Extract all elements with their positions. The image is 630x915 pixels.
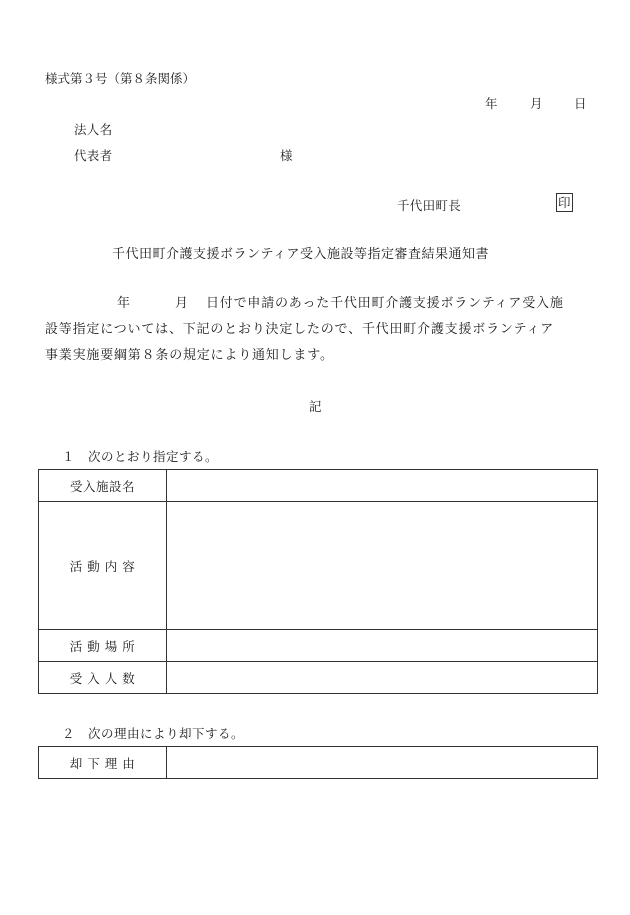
activity-content-value[interactable] bbox=[167, 502, 598, 630]
body-paragraph bbox=[45, 291, 593, 369]
section2-heading: ２ 次の理由により却下する。 bbox=[62, 726, 245, 741]
representative-label: 代表者 bbox=[74, 148, 113, 163]
rejection-reason-value[interactable] bbox=[167, 747, 598, 779]
facility-name-label: 受入施設名 bbox=[39, 470, 167, 502]
activity-place-label: 活 動 場 所 bbox=[39, 630, 167, 662]
corporation-label: 法人名 bbox=[74, 122, 113, 137]
designation-table bbox=[38, 469, 598, 694]
body-line-3: 事業実施要綱第８条の規定により通知します。 bbox=[45, 348, 334, 363]
date-day: 日 bbox=[574, 96, 587, 111]
rejection-table bbox=[38, 746, 598, 779]
table-row bbox=[39, 662, 598, 694]
honorific: 様 bbox=[280, 148, 293, 163]
activity-place-value[interactable] bbox=[167, 630, 598, 662]
table-row bbox=[39, 747, 598, 779]
document-title: 千代田町介護支援ボランティア受入施設等指定審査結果通知書 bbox=[112, 247, 489, 262]
body-month: 月 bbox=[175, 296, 189, 311]
seal-stamp bbox=[556, 197, 573, 210]
rejection-reason-label: 却 下 理 由 bbox=[39, 747, 167, 779]
body-line-2: 設等指定については、下記のとおり決定したので、千代田町介護支援ボランティア bbox=[45, 322, 555, 337]
ki-marker: 記 bbox=[309, 399, 322, 414]
section1-heading: １ 次のとおり指定する。 bbox=[62, 449, 219, 464]
activity-content-label: 活 動 内 容 bbox=[39, 502, 167, 630]
seal-char: 印 bbox=[558, 195, 571, 210]
date-year: 年 bbox=[485, 96, 498, 111]
accepted-count-label: 受 入 人 数 bbox=[39, 662, 167, 694]
date-month: 月 bbox=[530, 96, 543, 111]
body-line1-rest: 日付で申請のあった千代田町介護支援ボランティア受入施 bbox=[206, 296, 564, 311]
table-row bbox=[39, 630, 598, 662]
form-number: 様式第３号（第８条関係） bbox=[45, 71, 196, 86]
issuer-title: 千代田町長 bbox=[397, 198, 462, 213]
table-row bbox=[39, 470, 598, 502]
accepted-count-value[interactable] bbox=[167, 662, 598, 694]
body-year: 年 bbox=[117, 296, 131, 311]
facility-name-value[interactable] bbox=[167, 470, 598, 502]
body-line-1 bbox=[45, 291, 593, 317]
table-row bbox=[39, 502, 598, 630]
